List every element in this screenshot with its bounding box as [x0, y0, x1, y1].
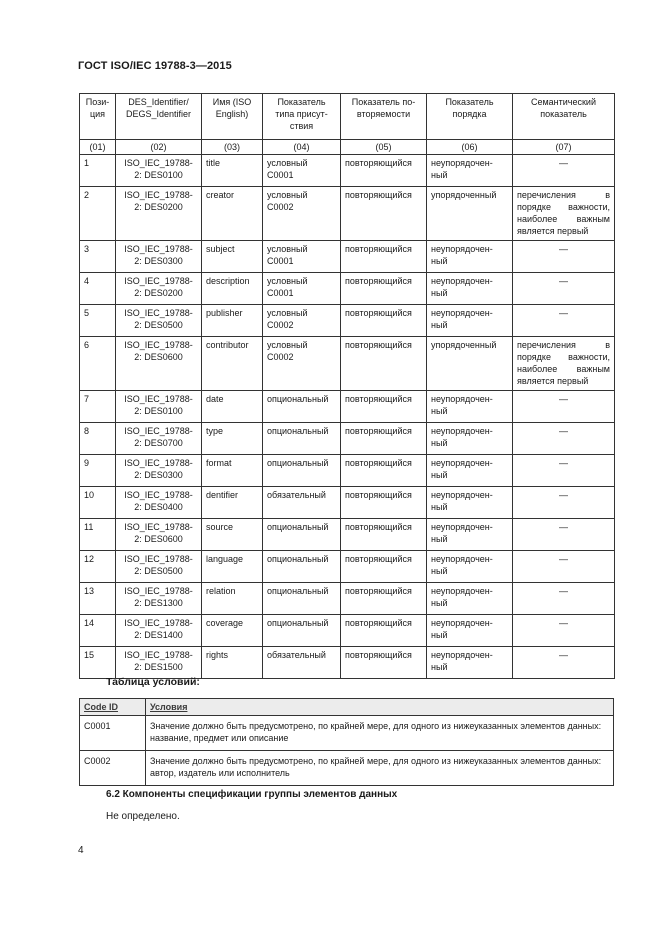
condition-row — [80, 751, 614, 786]
semantic-cell: — — [513, 273, 615, 305]
col-number: (05) — [341, 140, 427, 155]
name-cell: relation — [202, 583, 263, 615]
table-row — [80, 423, 615, 455]
semantic-cell: — — [513, 487, 615, 519]
presence-cell: условный C0001 — [263, 241, 341, 273]
identifier-cell: ISO_IEC_19788- 2: DES0100 — [116, 155, 202, 187]
identifier-cell: ISO_IEC_19788- 2: DES1400 — [116, 615, 202, 647]
order-cell: неупорядочен- ный — [427, 583, 513, 615]
semantic-cell: — — [513, 241, 615, 273]
presence-cell: условный C0001 — [263, 155, 341, 187]
col-number: (01) — [80, 140, 116, 155]
order-cell: неупорядочен- ный — [427, 391, 513, 423]
position-cell: 1 — [80, 155, 116, 187]
code-id-header: Code ID — [80, 699, 146, 716]
table-row — [80, 615, 615, 647]
identifier-cell: ISO_IEC_19788- 2: DES0300 — [116, 241, 202, 273]
table-row — [80, 487, 615, 519]
semantic-cell: — — [513, 647, 615, 679]
presence-cell: условный C0002 — [263, 305, 341, 337]
repeat-cell: повторяющийся — [341, 187, 427, 241]
identifier-cell: ISO_IEC_19788- 2: DES0100 — [116, 391, 202, 423]
semantic-cell: — — [513, 155, 615, 187]
position-cell: 5 — [80, 305, 116, 337]
repeat-cell: повторяющийся — [341, 241, 427, 273]
identifier-cell: ISO_IEC_19788- 2: DES0300 — [116, 455, 202, 487]
repeat-cell: повторяющийся — [341, 583, 427, 615]
position-cell: 11 — [80, 519, 116, 551]
col-header: DES_Identifier/ DEGS_Identifier — [116, 94, 202, 140]
name-cell: coverage — [202, 615, 263, 647]
table-row — [80, 583, 615, 615]
presence-cell: обязательный — [263, 647, 341, 679]
position-cell: 3 — [80, 241, 116, 273]
page-number: 4 — [78, 845, 84, 856]
table-row — [80, 187, 615, 241]
table-row — [80, 551, 615, 583]
section-text: Не определено. — [106, 811, 180, 822]
identifier-cell: ISO_IEC_19788- 2: DES0200 — [116, 273, 202, 305]
semantic-cell: — — [513, 615, 615, 647]
order-cell: неупорядочен- ный — [427, 519, 513, 551]
identifier-cell: ISO_IEC_19788- 2: DES0500 — [116, 305, 202, 337]
col-number: (06) — [427, 140, 513, 155]
order-cell: неупорядочен- ный — [427, 455, 513, 487]
name-cell: rights — [202, 647, 263, 679]
condition-text: Значение должно быть предусмотрено, по крайней мере, для одного из нижеуказанных элементов данных: автор, издатель или исполнитель — [146, 751, 614, 786]
conditions-header-row — [80, 699, 614, 716]
condition-code: C0001 — [80, 716, 146, 751]
semantic-cell: — — [513, 391, 615, 423]
name-cell: description — [202, 273, 263, 305]
semantic-cell: перечисления в порядке важности, наиболее важным является первый — [513, 337, 615, 391]
presence-cell: опциональный — [263, 455, 341, 487]
condition-row — [80, 716, 614, 751]
repeat-cell: повторяющийся — [341, 155, 427, 187]
presence-cell: условный C0002 — [263, 337, 341, 391]
semantic-cell: — — [513, 519, 615, 551]
identifier-cell: ISO_IEC_19788- 2: DES0600 — [116, 337, 202, 391]
name-cell: title — [202, 155, 263, 187]
repeat-cell: повторяющийся — [341, 391, 427, 423]
conditions-title: Таблица условий: — [106, 676, 200, 688]
data-elements-table — [79, 93, 615, 679]
name-cell: publisher — [202, 305, 263, 337]
table-row — [80, 241, 615, 273]
col-header: Имя (ISO English) — [202, 94, 263, 140]
semantic-cell: — — [513, 423, 615, 455]
identifier-cell: ISO_IEC_19788- 2: DES0400 — [116, 487, 202, 519]
order-cell: упорядоченный — [427, 337, 513, 391]
presence-cell: опциональный — [263, 615, 341, 647]
name-cell: contributor — [202, 337, 263, 391]
repeat-cell: повторяющийся — [341, 487, 427, 519]
col-header: Показатель по- вторяемости — [341, 94, 427, 140]
presence-cell: опциональный — [263, 423, 341, 455]
name-cell: dentifier — [202, 487, 263, 519]
repeat-cell: повторяющийся — [341, 647, 427, 679]
col-number: (07) — [513, 140, 615, 155]
identifier-cell: ISO_IEC_19788- 2: DES0700 — [116, 423, 202, 455]
position-cell: 14 — [80, 615, 116, 647]
name-cell: subject — [202, 241, 263, 273]
table-row — [80, 391, 615, 423]
col-number: (03) — [202, 140, 263, 155]
semantic-cell: — — [513, 551, 615, 583]
repeat-cell: повторяющийся — [341, 455, 427, 487]
semantic-cell: — — [513, 305, 615, 337]
name-cell: creator — [202, 187, 263, 241]
order-cell: неупорядочен- ный — [427, 615, 513, 647]
col-header: Семантический показатель — [513, 94, 615, 140]
position-cell: 6 — [80, 337, 116, 391]
semantic-cell: перечисления в порядке важности, наиболее важным является первый — [513, 187, 615, 241]
table-row — [80, 155, 615, 187]
identifier-cell: ISO_IEC_19788- 2: DES0200 — [116, 187, 202, 241]
col-number: (04) — [263, 140, 341, 155]
identifier-cell: ISO_IEC_19788- 2: DES1500 — [116, 647, 202, 679]
presence-cell: опциональный — [263, 391, 341, 423]
col-header: Пози- ция — [80, 94, 116, 140]
name-cell: format — [202, 455, 263, 487]
order-cell: упорядоченный — [427, 187, 513, 241]
table-row — [80, 273, 615, 305]
position-cell: 4 — [80, 273, 116, 305]
position-cell: 8 — [80, 423, 116, 455]
name-cell: date — [202, 391, 263, 423]
col-header: Показатель типа присут- ствия — [263, 94, 341, 140]
repeat-cell: повторяющийся — [341, 615, 427, 647]
repeat-cell: повторяющийся — [341, 423, 427, 455]
position-cell: 13 — [80, 583, 116, 615]
table-row — [80, 305, 615, 337]
table-row — [80, 455, 615, 487]
semantic-cell: — — [513, 455, 615, 487]
table-body — [80, 155, 615, 679]
name-cell: type — [202, 423, 263, 455]
identifier-cell: ISO_IEC_19788- 2: DES0600 — [116, 519, 202, 551]
condition-text: Значение должно быть предусмотрено, по крайней мере, для одного из нижеуказанных элементов данных: название, предмет или описание — [146, 716, 614, 751]
identifier-cell: ISO_IEC_19788- 2: DES1300 — [116, 583, 202, 615]
presence-cell: опциональный — [263, 583, 341, 615]
table-row — [80, 647, 615, 679]
table-row — [80, 337, 615, 391]
order-cell: неупорядочен- ный — [427, 155, 513, 187]
table-header-row — [80, 94, 615, 140]
presence-cell: обязательный — [263, 487, 341, 519]
repeat-cell: повторяющийся — [341, 519, 427, 551]
table-row — [80, 519, 615, 551]
name-cell: language — [202, 551, 263, 583]
position-cell: 9 — [80, 455, 116, 487]
presence-cell: условный C0001 — [263, 273, 341, 305]
repeat-cell: повторяющийся — [341, 305, 427, 337]
repeat-cell: повторяющийся — [341, 337, 427, 391]
position-cell: 15 — [80, 647, 116, 679]
conditions-header: Условия — [146, 699, 614, 716]
column-number-row — [80, 140, 615, 155]
order-cell: неупорядочен- ный — [427, 305, 513, 337]
conditions-table — [79, 698, 614, 786]
presence-cell: опциональный — [263, 519, 341, 551]
position-cell: 12 — [80, 551, 116, 583]
order-cell: неупорядочен- ный — [427, 551, 513, 583]
order-cell: неупорядочен- ный — [427, 241, 513, 273]
presence-cell: опциональный — [263, 551, 341, 583]
semantic-cell: — — [513, 583, 615, 615]
repeat-cell: повторяющийся — [341, 551, 427, 583]
repeat-cell: повторяющийся — [341, 273, 427, 305]
col-number: (02) — [116, 140, 202, 155]
order-cell: неупорядочен- ный — [427, 487, 513, 519]
order-cell: неупорядочен- ный — [427, 273, 513, 305]
presence-cell: условный C0002 — [263, 187, 341, 241]
order-cell: неупорядочен- ный — [427, 423, 513, 455]
order-cell: неупорядочен- ный — [427, 647, 513, 679]
identifier-cell: ISO_IEC_19788- 2: DES0500 — [116, 551, 202, 583]
condition-code: C0002 — [80, 751, 146, 786]
position-cell: 10 — [80, 487, 116, 519]
position-cell: 2 — [80, 187, 116, 241]
position-cell: 7 — [80, 391, 116, 423]
document-header: ГОСТ ISO/IEC 19788-3—2015 — [78, 60, 232, 72]
name-cell: source — [202, 519, 263, 551]
section-heading: 6.2 Компоненты спецификации группы элементов данных — [106, 789, 398, 800]
col-header: Показатель порядка — [427, 94, 513, 140]
